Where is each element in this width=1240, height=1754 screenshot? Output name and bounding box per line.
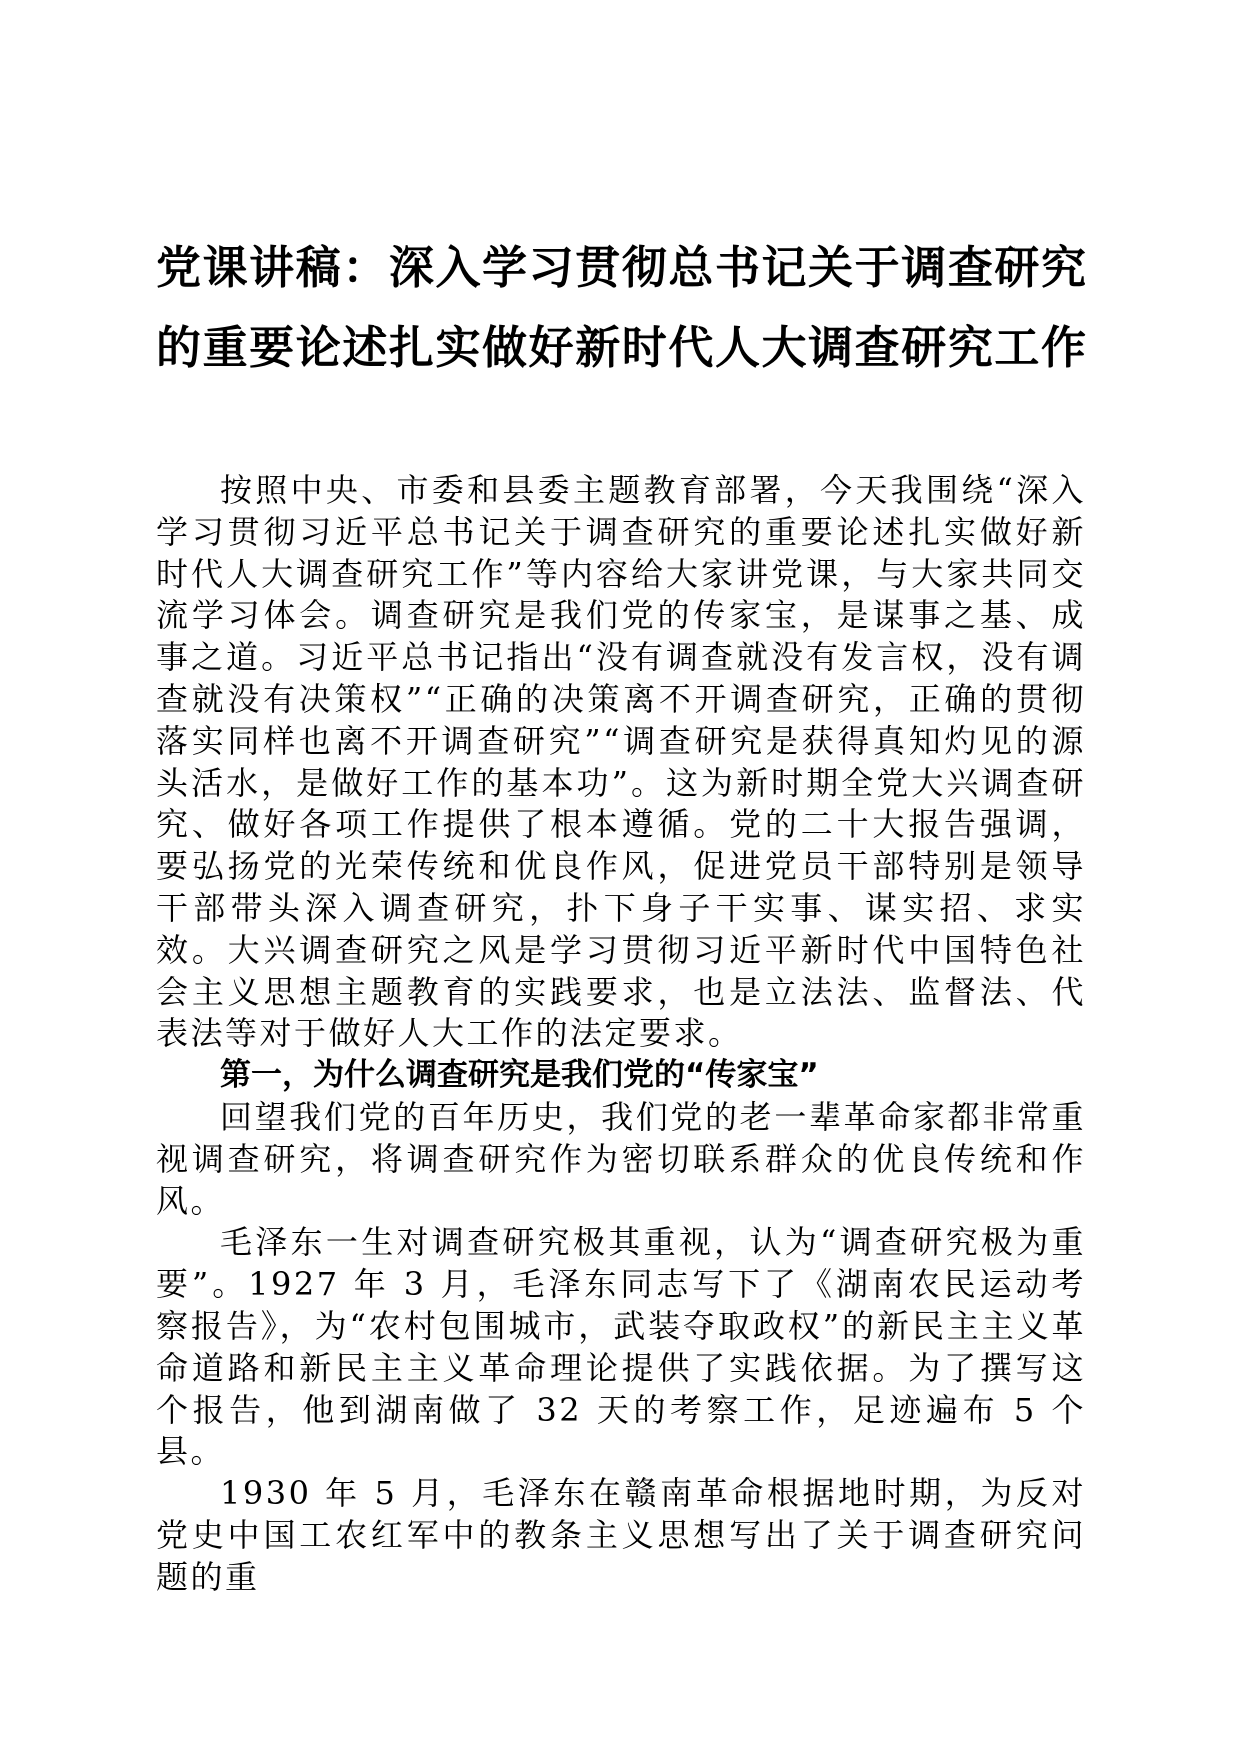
- document-body: [156, 470, 1086, 1599]
- title-line-1: 党课讲稿：深入学习贯彻总书记关于调查研究: [156, 241, 1086, 294]
- body-paragraph: 1930 年 5 月，毛泽东在赣南革命根据地时期，为反对党史中国工农红军中的教条主义思想写出了关于调查研究问题的重: [156, 1474, 1086, 1596]
- document-title: [156, 228, 1086, 388]
- title-line-2: 的重要论述扎实做好新时代人大调查研究工作: [156, 321, 1086, 374]
- section-heading-1: 第一，为什么调查研究是我们党的“传家宝”: [220, 1057, 819, 1094]
- body-paragraph: 毛泽东一生对调查研究极其重视，认为“调查研究极为重要”。1927 年 3 月，毛泽东同志写下了《湖南农民运动考察报告》，为“农村包围城市，武装夺取政权”的新民主主义革命道路和新民主主义革命理论提供了实践依据。为了撰写这个报告，他到湖南做了 32 天的考察工作，足迹遍布 5 个县。: [156, 1223, 1086, 1471]
- intro-paragraph: 按照中央、市委和县委主题教育部署，今天我围绕“深入学习贯彻习近平总书记关于调查研究的重要论述扎实做好新时代人大调查研究工作”等内容给大家讲党课，与大家共同交流学习体会。调查研究是我们党的传家宝，是谋事之基、成事之道。习近平总书记指出“没有调查就没有发言权，没有调查就没有决策权”“正确的决策离不开调查研究，正确的贯彻落实同样也离不开调查研究”“调查研究是获得真知灼见的源头活水，是做好工作的基本功”。这为新时期全党大兴调查研究、做好各项工作提供了根本遵循。党的二十大报告强调，要弘扬党的光荣传统和优良作风，促进党员干部特别是领导干部带头深入调查研究，扑下身子干实事、谋实招、求实效。大兴调查研究之风是学习贯彻习近平新时代中国特色社会主义思想主题教育的实践要求，也是立法法、监督法、代表法等对于做好人大工作的法定要求。: [156, 471, 1086, 1053]
- body-paragraph: 回望我们党的百年历史，我们党的老一辈革命家都非常重视调查研究，将调查研究作为密切联系群众的优良传统和作风。: [156, 1097, 1086, 1220]
